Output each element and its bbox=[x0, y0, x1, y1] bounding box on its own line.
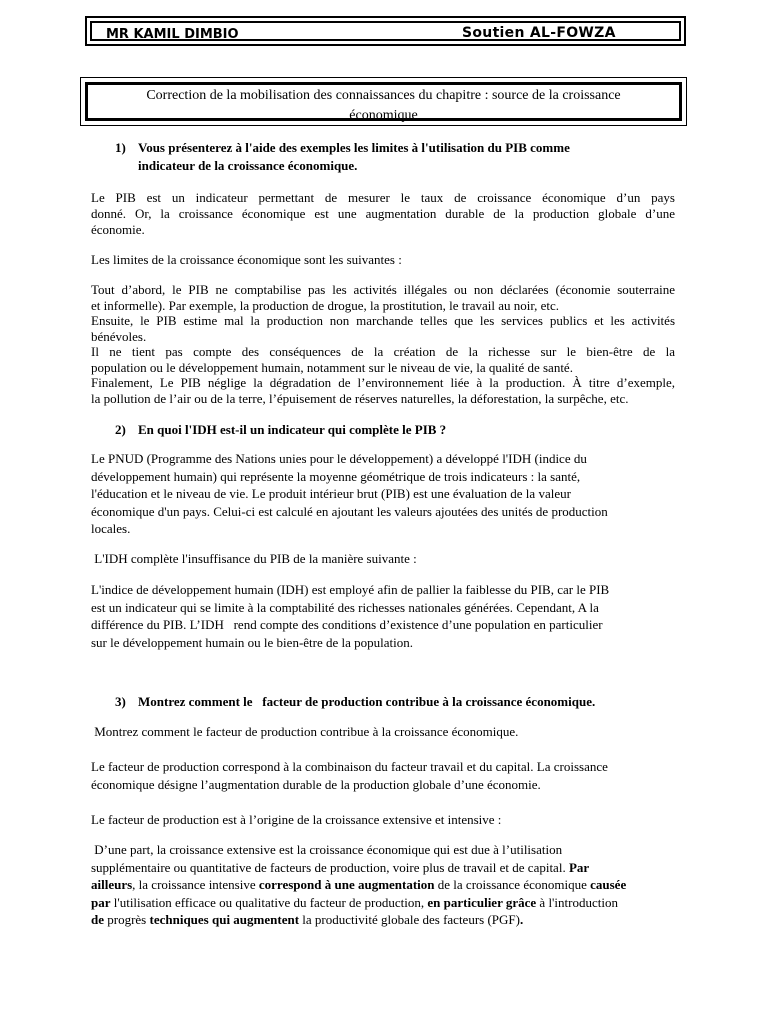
question-1 bbox=[115, 139, 570, 173]
text-line: population ou le développement humain, notamment sur le niveau de vie, la qualité de santé. bbox=[91, 359, 573, 375]
page-title bbox=[85, 82, 682, 121]
text-line: Finalement, Le PIB néglige la dégradation de l’environnement liée à la production. À titre d’exemple, bbox=[91, 375, 675, 390]
text-line: sur le développement humain ou le bien-être de la population. bbox=[91, 634, 414, 650]
bold-segment: de bbox=[91, 912, 104, 927]
paragraph-extensive-intensive bbox=[91, 841, 675, 929]
question-2-text bbox=[138, 421, 638, 439]
teacher-name: MR KAMIL DIMBIO bbox=[106, 27, 239, 42]
question-3-line-1: Montrez comment le facteur de production contribue à la croissance économique. bbox=[138, 694, 596, 709]
bold-segment: causée bbox=[590, 877, 627, 892]
text-segment: de la croissance économique bbox=[434, 877, 591, 892]
paragraph-limits-list bbox=[91, 282, 675, 406]
question-1-line-2: indicateur de la croissance économique. bbox=[138, 158, 358, 173]
text-line bbox=[91, 859, 675, 877]
text-line bbox=[91, 876, 675, 894]
paragraph-pnud-idh bbox=[91, 450, 675, 538]
text-segment: , la croissance intensive bbox=[132, 877, 259, 892]
text-line bbox=[91, 841, 675, 859]
question-3 bbox=[115, 693, 596, 711]
text-line: différence du PIB. L’IDH rend compte des conditions d’existence d’une population en particulier bbox=[91, 617, 603, 632]
paragraph-idh-intro bbox=[91, 550, 675, 568]
text-line: la pollution de l’air ou de la terre, l’épuisement de réserves naturelles, la déforestation, la surpêche, etc. bbox=[91, 390, 629, 406]
header-inner-frame bbox=[90, 21, 681, 41]
bold-segment: par bbox=[91, 894, 111, 910]
text-line: Le PNUD (Programme des Nations unies pour le développement) a développé l'IDH (indice du bbox=[91, 451, 587, 466]
text-line: locales. bbox=[91, 521, 131, 536]
text-line: Le facteur de production est à l’origine de la croissance extensive et intensive : bbox=[91, 812, 502, 827]
text-segment: la productivité globale des facteurs (PGF) bbox=[299, 912, 520, 927]
question-3-text bbox=[138, 693, 678, 711]
question-2-line-1: En quoi l'IDH est-il un indicateur qui complète le PIB ? bbox=[138, 422, 447, 437]
text-segment: progrès bbox=[104, 912, 150, 927]
text-line bbox=[91, 911, 675, 929]
bold-segment: . bbox=[519, 912, 524, 927]
text-segment: à l'introduction bbox=[536, 894, 618, 910]
text-line: Ensuite, le PIB estime mal la production non marchande telles que les services publics et les activités bbox=[91, 313, 675, 328]
paragraph-question-restated bbox=[91, 723, 675, 741]
text-line: Le facteur de production correspond à la combinaison du facteur travail et du capital. La croissance bbox=[91, 759, 608, 774]
bold-segment: correspond à une augmentation bbox=[258, 877, 435, 892]
text-line: Tout d’abord, le PIB ne comptabilise pas les activités illégales ou non déclarées (économie souterraine bbox=[91, 282, 675, 297]
question-1-line-1: Vous présenterez à l'aide des exemples les limites à l'utilisation du PIB comme bbox=[138, 140, 570, 155]
bold-segment: techniques qui augmentent bbox=[149, 912, 300, 927]
paragraph-growth-types-intro bbox=[91, 811, 675, 829]
paragraph-pib-definition bbox=[91, 190, 675, 238]
title-line-1: Correction de la mobilisation des connaissances du chapitre : source de la croissance bbox=[146, 88, 621, 103]
text-line: développement humain) qui représente la moyenne géométrique de trois indicateurs : la santé, bbox=[91, 468, 581, 484]
text-line: Montrez comment le facteur de production contribue à la croissance économique. bbox=[91, 724, 519, 739]
bold-segment: Par bbox=[568, 859, 590, 875]
bold-segment: ailleurs bbox=[91, 877, 133, 892]
text-segment: l'utilisation efficace ou qualitative du facteur de production, bbox=[110, 894, 428, 910]
text-segment: supplémentaire ou quantitative de facteurs de production, voire plus de travail et de capital. bbox=[91, 859, 569, 875]
text-line: et informelle). Par exemple, la production de drogue, la prostitution, le travail au noir, etc. bbox=[91, 297, 560, 313]
text-line: est un indicateur qui se limite à la comptabilité des richesses nationales générées. Cependant, A la bbox=[91, 599, 599, 615]
text-line: Il ne tient pas compte des conséquences de la création de la richesse sur le bien-être de la bbox=[91, 344, 675, 359]
question-2-number: 2) bbox=[115, 422, 126, 437]
paragraph-limits-intro bbox=[91, 252, 675, 268]
title-box bbox=[80, 77, 687, 126]
text-line bbox=[91, 894, 675, 912]
paragraph-idh-complement bbox=[91, 581, 675, 651]
question-1-number: 1) bbox=[115, 140, 126, 155]
text-line: l'éducation et le niveau de vie. Le produit intérieur brut (PIB) est une évaluation de la valeur bbox=[91, 486, 571, 501]
text-line: économie. bbox=[91, 222, 145, 237]
text-line: L'IDH complète l'insuffisance du PIB de la manière suivante : bbox=[91, 551, 417, 566]
paragraph-factor-definition bbox=[91, 758, 675, 793]
organization-name: Soutien AL-FOWZA bbox=[462, 25, 616, 41]
question-1-text bbox=[138, 139, 638, 175]
text-line: économique désigne l’augmentation durable de la production globale d’une économie. bbox=[91, 776, 541, 792]
text-line: L'indice de développement humain (IDH) est employé afin de pallier la faiblesse du PIB, car le PIB bbox=[91, 582, 610, 597]
text-line: économique d'un pays. Celui-ci est calculé en ajoutant les valeurs ajoutées des unités de production bbox=[91, 503, 608, 519]
text-line: Le PIB est un indicateur permettant de mesurer le taux de croissance économique d’un pays bbox=[91, 190, 675, 205]
question-3-number: 3) bbox=[115, 694, 126, 709]
text-line: Les limites de la croissance économique sont les suivantes : bbox=[91, 252, 402, 267]
bold-segment: en particulier grâce bbox=[427, 894, 537, 910]
title-line-2: économique bbox=[349, 108, 418, 123]
question-2 bbox=[115, 421, 447, 439]
text-line: bénévoles. bbox=[91, 328, 147, 344]
text-line: donné. Or, la croissance économique est une augmentation durable de la production globale d’une bbox=[91, 206, 675, 221]
header-box bbox=[85, 16, 686, 46]
text-segment: D’une part, la croissance extensive est la croissance économique qui est due à l’utilisation bbox=[91, 842, 563, 857]
